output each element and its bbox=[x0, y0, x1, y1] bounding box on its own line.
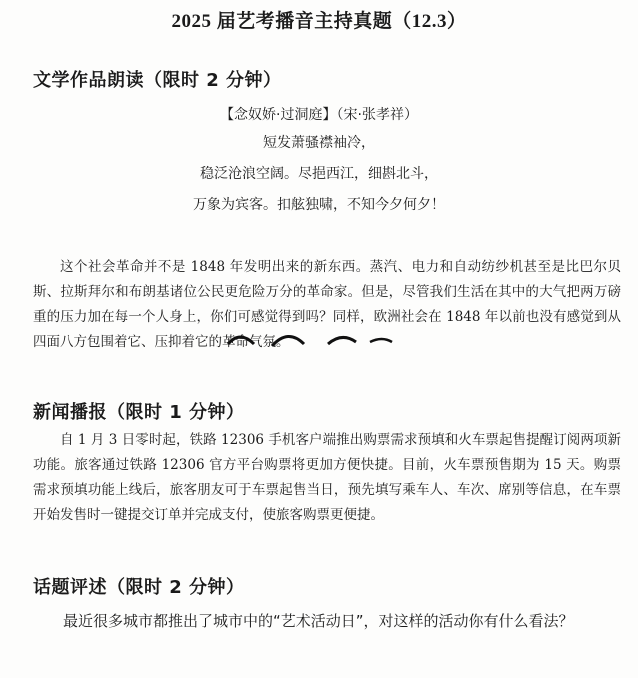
page-title: 2025 届艺考播音主持真题（12.3） bbox=[171, 11, 467, 32]
poem-line-3: 万象为宾客。扣舷独啸，不知今夕何夕！ bbox=[193, 197, 445, 213]
poem-line-2: 稳泛沧浪空阔。尽挹西江，细斟北斗， bbox=[200, 166, 438, 182]
pen-scribble-marks bbox=[220, 326, 420, 350]
poem-title: 【念奴娇·过洞庭】（宋·张孝祥） bbox=[220, 107, 418, 123]
section-heading-news-broadcast: 新闻播报（限时 1 分钟） bbox=[33, 402, 245, 423]
section-heading-topic-commentary: 话题评述（限时 2 分钟） bbox=[33, 577, 245, 598]
news-paragraph: 自 1 月 3 日零时起，铁路 12306 手机客户端推出购票需求预填和火车票起售提醒订阅两项新功能。旅客通过铁路 12306 官方平台购票将更加方便快捷。目前，火车票预售期为 15 天。购票需求预填功能上线后，旅客朋友可于车票起售当日，预先填写乘车人、车次、席别等信息，在车票开始发售时一键提交订单并完成支付，使旅客购票更便捷。 bbox=[33, 432, 621, 523]
poem-line-1: 短发萧骚襟袖冷， bbox=[263, 135, 375, 151]
section-heading-literary-reading: 文学作品朗读（限时 2 分钟） bbox=[33, 70, 282, 91]
prose-paragraph: 这个社会革命并不是 1848 年发明出来的新东西。蒸汽、电力和自动纺纱机甚至是比巴尔贝斯、拉斯拜尔和布朗基诸位公民更危险万分的革命家。但是，尽管我们生活在其中的大气把两万磅重的压力加在每一个人身上，你们可感觉得到吗？同样，欧洲社会在 1848 年以前也没有感觉到从四面八方包围着它、压抑着它的革命气氛。 bbox=[33, 259, 621, 350]
topic-paragraph: 最近很多城市都推出了城市中的“艺术活动日”，对这样的活动你有什么看法？ bbox=[63, 612, 574, 630]
